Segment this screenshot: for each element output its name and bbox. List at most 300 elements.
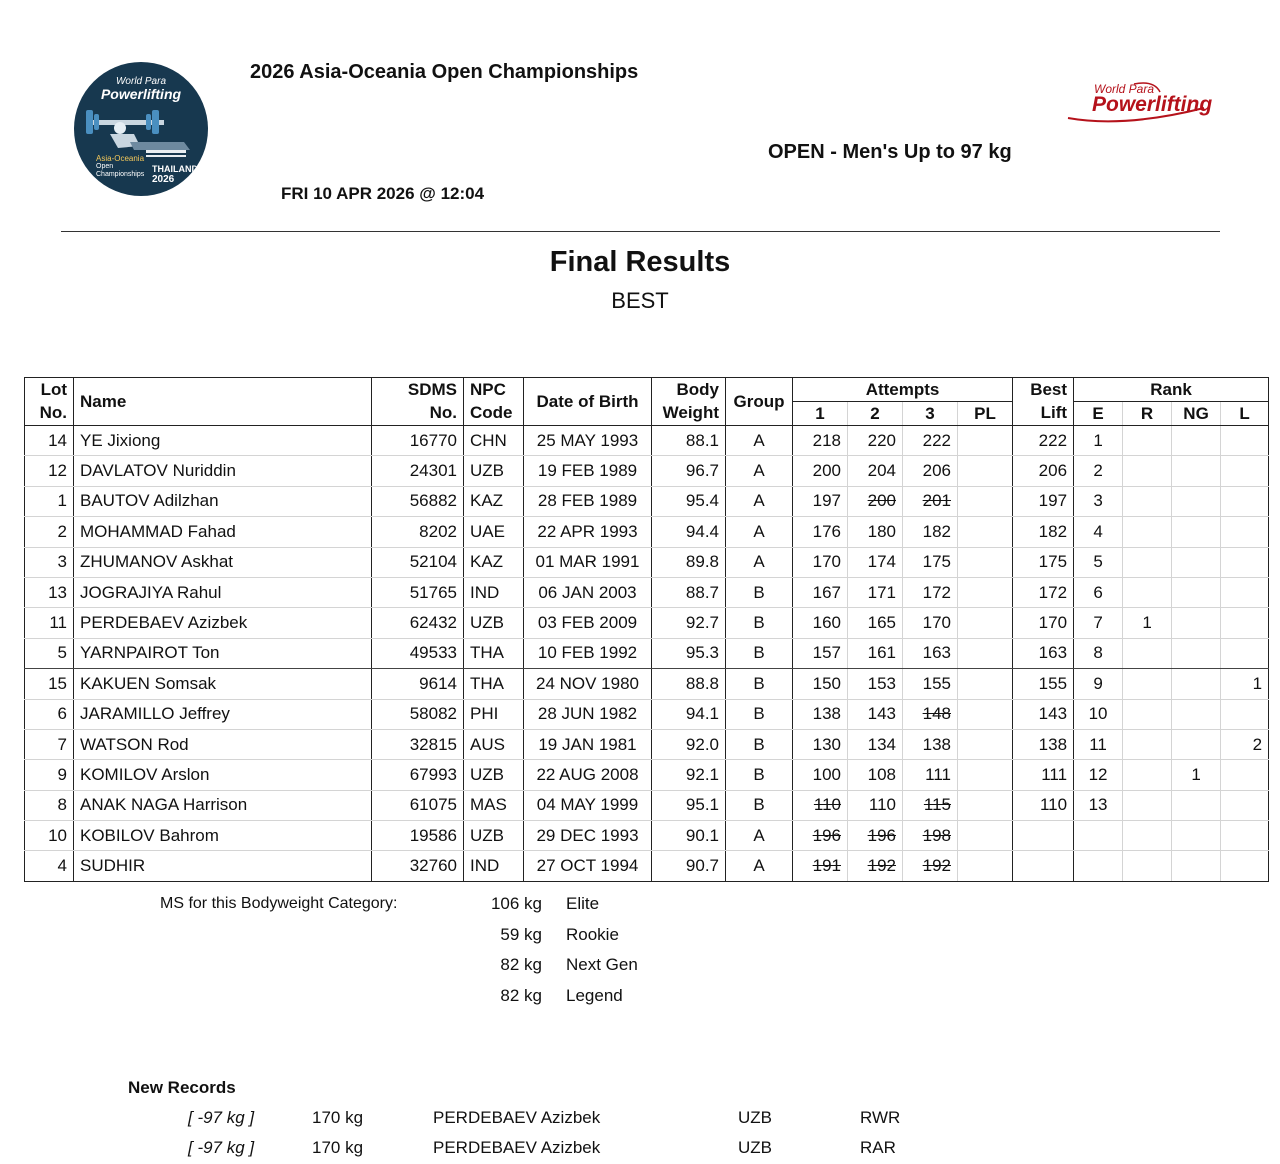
cell-a2: 200 [848,486,903,516]
ms-kg: 82 kg [500,985,542,1005]
cell-bw: 92.0 [652,729,726,759]
cell-group: A [726,426,793,456]
cell-bw: 88.7 [652,577,726,607]
cell-a2: 171 [848,577,903,607]
cell-name: YE Jixiong [74,426,372,456]
cell-name: WATSON Rod [74,729,372,759]
cell-npc: IND [464,577,524,607]
cell-ng [1172,699,1221,729]
cell-pl [958,426,1013,456]
cell-e [1074,851,1123,881]
cell-best: 197 [1013,486,1074,516]
results-table [24,377,1269,882]
cell-l [1221,426,1269,456]
cell-a2: 204 [848,456,903,486]
cell-a3: 163 [903,638,958,668]
cell-a2: 165 [848,608,903,638]
cell-a1: 191 [793,851,848,881]
cell-r [1123,426,1172,456]
cell-best [1013,821,1074,851]
cell-best: 110 [1013,790,1074,820]
cell-e: 9 [1074,669,1123,699]
record-weight: 170 kg [312,1138,364,1157]
cell-best: 170 [1013,608,1074,638]
cell-a3: 192 [903,851,958,881]
cell-lot: 11 [25,608,74,638]
record-athlete: PERDEBAEV Azizbek [433,1108,601,1127]
cell-lot: 6 [25,699,74,729]
cell-pl [958,577,1013,607]
ms-name: Rookie [566,924,619,944]
cell-a1: 138 [793,699,848,729]
cell-best: 155 [1013,669,1074,699]
cell-bw: 95.1 [652,790,726,820]
cell-sdms: 67993 [372,760,464,790]
cell-a2: 161 [848,638,903,668]
table-row [25,456,1269,486]
cell-group: B [726,638,793,668]
cell-best: 163 [1013,638,1074,668]
logo-right-world-para: World Para [1094,82,1155,96]
cell-a1: 100 [793,760,848,790]
cell-name: KOBILOV Bahrom [74,821,372,851]
cell-npc: KAZ [464,486,524,516]
cell-lot: 7 [25,729,74,759]
table-row [25,517,1269,547]
cell-bw: 88.1 [652,426,726,456]
cell-npc: THA [464,638,524,668]
cell-a1: 196 [793,821,848,851]
cell-dob: 10 FEB 1992 [524,638,652,668]
cell-dob: 28 FEB 1989 [524,486,652,516]
cell-name: KOMILOV Arslon [74,760,372,790]
cell-bw: 95.4 [652,486,726,516]
table-row [25,760,1269,790]
cell-npc: KAZ [464,547,524,577]
cell-r [1123,760,1172,790]
ms-item [472,955,638,975]
cell-group: B [726,608,793,638]
record-row [0,1108,1280,1132]
cell-dob: 06 JAN 2003 [524,577,652,607]
cell-ng [1172,456,1221,486]
cell-r [1123,517,1172,547]
ms-kg: 106 kg [490,894,542,913]
cell-pl [958,608,1013,638]
header-lot: Lot [25,378,74,402]
cell-ng [1172,821,1221,851]
cell-name: JARAMILLO Jeffrey [74,699,372,729]
logo-text-open: Open [96,163,114,170]
table-row [25,699,1269,729]
cell-npc: PHI [464,699,524,729]
cell-l [1221,821,1269,851]
cell-npc: UZB [464,760,524,790]
ms-item [472,986,623,1006]
logo-text-world-para: World Para [115,76,166,87]
cell-group: A [726,821,793,851]
ms-kg: 82 kg [500,955,542,975]
cell-r: 1 [1123,608,1172,638]
cell-e: 11 [1074,729,1123,759]
cell-pl [958,456,1013,486]
cell-name: YARNPAIROT Ton [74,638,372,668]
cell-dob: 01 MAR 1991 [524,547,652,577]
cell-lot: 4 [25,851,74,881]
cell-sdms: 8202 [372,517,464,547]
world-para-powerlifting-logo [1064,78,1214,128]
cell-l [1221,851,1269,881]
new-records-heading: New Records [128,1078,236,1097]
cell-a1: 167 [793,577,848,607]
table-row [25,638,1269,668]
cell-l [1221,577,1269,607]
cell-name: SUDHIR [74,851,372,881]
cell-a1: 197 [793,486,848,516]
cell-sdms: 62432 [372,608,464,638]
header-npc: NPC [464,378,524,402]
cell-best: 206 [1013,456,1074,486]
cell-a1: 218 [793,426,848,456]
cell-group: B [726,669,793,699]
cell-sdms: 16770 [372,426,464,456]
cell-a2: 192 [848,851,903,881]
cell-lot: 14 [25,426,74,456]
cell-ng [1172,547,1221,577]
cell-group: A [726,517,793,547]
cell-a3: 115 [903,790,958,820]
cell-best: 143 [1013,699,1074,729]
cell-r [1123,669,1172,699]
ms-kg: 59 kg [500,924,542,944]
header-best: Best [1013,378,1074,402]
cell-ng [1172,638,1221,668]
cell-lot: 8 [25,790,74,820]
cell-best: 222 [1013,426,1074,456]
cell-e: 6 [1074,577,1123,607]
cell-a2: 196 [848,821,903,851]
table-row [25,669,1269,699]
table-row [25,821,1269,851]
cell-best: 172 [1013,577,1074,607]
ms-name: Elite [566,894,600,913]
record-type: RAR [860,1138,896,1157]
header-npc-code: Code [464,402,524,426]
cell-dob: 04 MAY 1999 [524,790,652,820]
cell-r [1123,456,1172,486]
cell-dob: 22 APR 1993 [524,517,652,547]
cell-bw: 90.1 [652,821,726,851]
cell-a3: 148 [903,699,958,729]
cell-bw: 90.7 [652,851,726,881]
cell-bw: 96.7 [652,456,726,486]
cell-lot: 1 [25,486,74,516]
cell-npc: CHN [464,426,524,456]
logo-text-powerlifting: Powerlifting [100,86,182,102]
record-row [0,1138,1280,1162]
cell-dob: 19 JAN 1981 [524,729,652,759]
championship-title: 2026 Asia-Oceania Open Championships [250,61,639,83]
cell-lot: 10 [25,821,74,851]
header-rank-r: R [1123,402,1172,426]
table-row [25,790,1269,820]
cell-group: A [726,486,793,516]
cell-ng [1172,669,1221,699]
cell-e: 3 [1074,486,1123,516]
cell-bw: 95.3 [652,638,726,668]
header-attempt-3: 3 [903,402,958,426]
table-row [25,547,1269,577]
cell-ng [1172,426,1221,456]
header-sdms: SDMS [372,378,464,402]
cell-sdms: 51765 [372,577,464,607]
cell-a2: 180 [848,517,903,547]
cell-e [1074,821,1123,851]
cell-r [1123,729,1172,759]
record-category: [ -97 kg ] [188,1108,255,1127]
cell-a1: 200 [793,456,848,486]
cell-r [1123,821,1172,851]
cell-best: 111 [1013,760,1074,790]
cell-npc: UZB [464,821,524,851]
table-row [25,577,1269,607]
cell-npc: IND [464,851,524,881]
cell-a3: 155 [903,669,958,699]
cell-a1: 150 [793,669,848,699]
ms-item [472,894,599,914]
cell-a1: 160 [793,608,848,638]
cell-e: 8 [1074,638,1123,668]
cell-lot: 9 [25,760,74,790]
cell-dob: 19 FEB 1989 [524,456,652,486]
cell-a3: 198 [903,821,958,851]
cell-e: 4 [1074,517,1123,547]
cell-pl [958,729,1013,759]
cell-l [1221,760,1269,790]
cell-name: PERDEBAEV Azizbek [74,608,372,638]
header-lift: Lift [1013,402,1074,426]
cell-e: 12 [1074,760,1123,790]
cell-a2: 220 [848,426,903,456]
cell-dob: 28 JUN 1982 [524,699,652,729]
cell-lot: 15 [25,669,74,699]
cell-a2: 108 [848,760,903,790]
cell-a3: 182 [903,517,958,547]
cell-best: 138 [1013,729,1074,759]
cell-ng [1172,790,1221,820]
cell-name: BAUTOV Adilzhan [74,486,372,516]
table-row [25,851,1269,881]
record-npc: UZB [738,1108,772,1127]
header-rank-e: E [1074,402,1123,426]
cell-lot: 5 [25,638,74,668]
cell-l [1221,486,1269,516]
logo-text-championships: Championships [96,171,145,178]
cell-l [1221,638,1269,668]
ms-name: Next Gen [566,955,638,975]
page-subtitle: BEST [611,288,669,313]
cell-sdms: 61075 [372,790,464,820]
cell-dob: 24 NOV 1980 [524,669,652,699]
cell-bw: 94.4 [652,517,726,547]
cell-ng: 1 [1172,760,1221,790]
championship-logo [74,62,208,196]
cell-sdms: 56882 [372,486,464,516]
cell-group: A [726,851,793,881]
cell-npc: MAS [464,790,524,820]
cell-sdms: 32760 [372,851,464,881]
cell-name: JOGRAJIYA Rahul [74,577,372,607]
cell-name: KAKUEN Somsak [74,669,372,699]
cell-dob: 03 FEB 2009 [524,608,652,638]
cell-e: 10 [1074,699,1123,729]
cell-pl [958,851,1013,881]
cell-ng [1172,729,1221,759]
table-row [25,486,1269,516]
cell-dob: 25 MAY 1993 [524,426,652,456]
cell-a1: 157 [793,638,848,668]
header-name: Name [74,378,372,426]
cell-r [1123,486,1172,516]
ms-item [472,925,619,945]
logo-right-powerlifting: Powerlifting [1092,93,1213,116]
cell-a3: 222 [903,426,958,456]
cell-name: MOHAMMAD Fahad [74,517,372,547]
cell-name: ANAK NAGA Harrison [74,790,372,820]
header-divider [61,231,1220,232]
cell-a2: 153 [848,669,903,699]
cell-bw: 94.1 [652,699,726,729]
cell-group: B [726,729,793,759]
page-title: Final Results [549,246,731,278]
cell-name: ZHUMANOV Askhat [74,547,372,577]
cell-dob: 29 DEC 1993 [524,821,652,851]
record-weight: 170 kg [312,1108,364,1127]
header-weight: Weight [652,402,726,426]
cell-pl [958,486,1013,516]
header-attempt-2: 2 [848,402,903,426]
header-dob: Date of Birth [524,378,652,426]
cell-r [1123,638,1172,668]
cell-a2: 174 [848,547,903,577]
cell-a1: 176 [793,517,848,547]
cell-bw: 88.8 [652,669,726,699]
cell-group: B [726,790,793,820]
header-sdms-no: No. [372,402,464,426]
cell-sdms: 52104 [372,547,464,577]
cell-r [1123,851,1172,881]
cell-a3: 175 [903,547,958,577]
ms-name: Legend [566,985,623,1005]
logo-text-country: THAILAND [152,164,198,174]
cell-lot: 13 [25,577,74,607]
cell-group: A [726,547,793,577]
cell-lot: 12 [25,456,74,486]
cell-l [1221,699,1269,729]
cell-e: 13 [1074,790,1123,820]
cell-group: B [726,577,793,607]
cell-sdms: 24301 [372,456,464,486]
table-row [25,608,1269,638]
cell-best: 175 [1013,547,1074,577]
cell-r [1123,577,1172,607]
cell-group: B [726,760,793,790]
cell-npc: UAE [464,517,524,547]
cell-e: 5 [1074,547,1123,577]
header-rank-l: L [1221,402,1269,426]
cell-l [1221,790,1269,820]
cell-bw: 89.8 [652,547,726,577]
cell-sdms: 49533 [372,638,464,668]
cell-a1: 130 [793,729,848,759]
header-body: Body [652,378,726,402]
cell-pl [958,669,1013,699]
cell-npc: AUS [464,729,524,759]
event-datetime: FRI 10 APR 2026 @ 12:04 [281,184,485,203]
record-athlete: PERDEBAEV Azizbek [433,1138,601,1157]
cell-pl [958,547,1013,577]
header-lot-no: No. [25,402,74,426]
cell-a3: 170 [903,608,958,638]
cell-a3: 172 [903,577,958,607]
cell-pl [958,821,1013,851]
cell-lot: 3 [25,547,74,577]
cell-a3: 111 [903,760,958,790]
cell-best [1013,851,1074,881]
cell-sdms: 19586 [372,821,464,851]
cell-sdms: 32815 [372,729,464,759]
cell-pl [958,517,1013,547]
cell-sdms: 58082 [372,699,464,729]
cell-ng [1172,608,1221,638]
header-attempt-pl: PL [958,402,1013,426]
cell-r [1123,547,1172,577]
cell-a2: 134 [848,729,903,759]
cell-e: 7 [1074,608,1123,638]
event-title: OPEN - Men's Up to 97 kg [768,141,1012,163]
header-rank-ng: NG [1172,402,1221,426]
cell-bw: 92.1 [652,760,726,790]
cell-group: A [726,456,793,486]
ms-label: MS for this Bodyweight Category: [160,895,398,912]
header-group: Group [726,378,793,426]
cell-pl [958,760,1013,790]
cell-pl [958,638,1013,668]
cell-ng [1172,486,1221,516]
cell-l: 1 [1221,669,1269,699]
record-category: [ -97 kg ] [188,1138,255,1157]
header-attempts: Attempts [793,378,1013,402]
cell-sdms: 9614 [372,669,464,699]
cell-l [1221,456,1269,486]
cell-a1: 110 [793,790,848,820]
cell-a3: 206 [903,456,958,486]
cell-ng [1172,517,1221,547]
cell-r [1123,699,1172,729]
cell-ng [1172,851,1221,881]
cell-a1: 170 [793,547,848,577]
cell-ng [1172,577,1221,607]
record-type: RWR [860,1108,901,1127]
cell-r [1123,790,1172,820]
record-npc: UZB [738,1138,772,1157]
cell-a2: 110 [848,790,903,820]
cell-a3: 138 [903,729,958,759]
table-row [25,729,1269,759]
cell-npc: THA [464,669,524,699]
cell-dob: 27 OCT 1994 [524,851,652,881]
cell-pl [958,790,1013,820]
